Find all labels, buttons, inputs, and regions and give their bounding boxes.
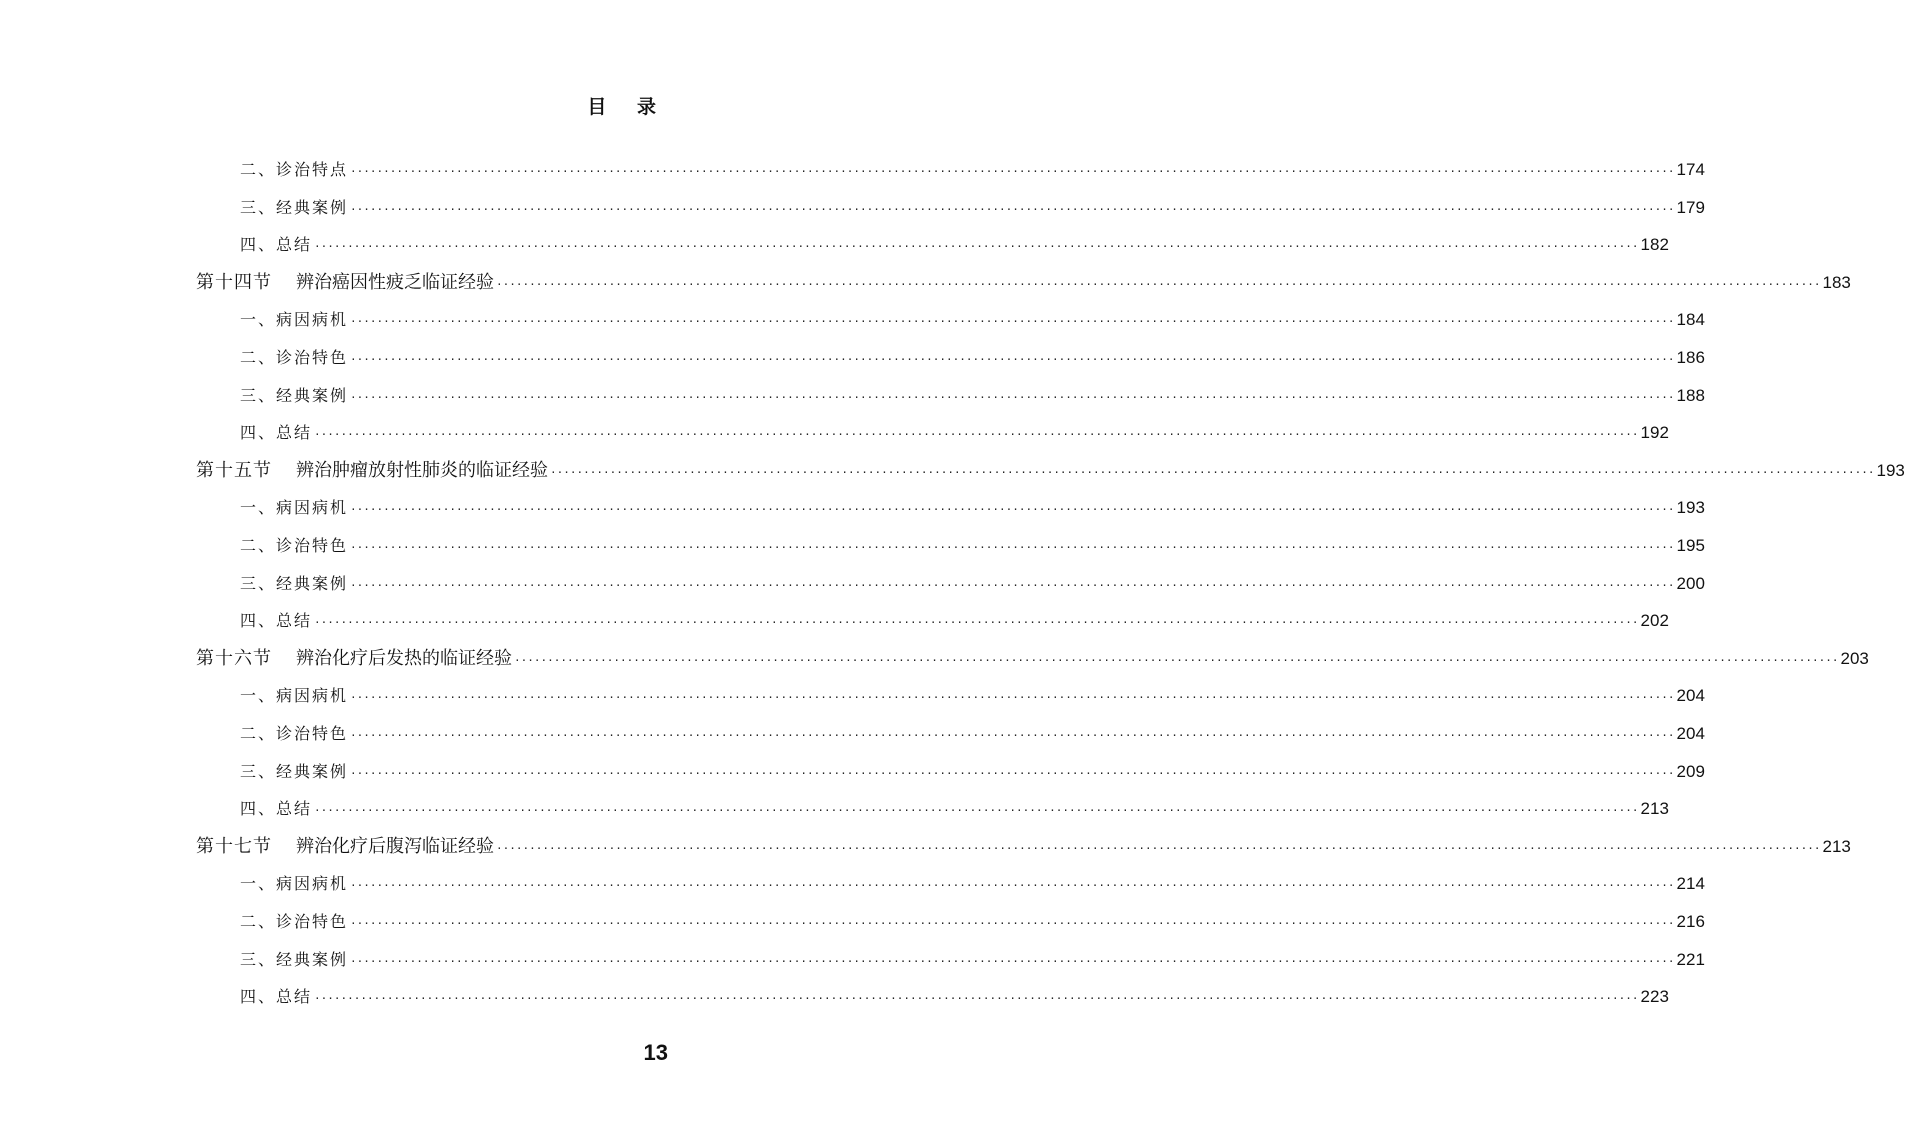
toc-item-row[interactable] xyxy=(240,983,1669,1011)
toc-section-title: 辨治肿瘤放射性肺炎的临证经验 xyxy=(296,460,548,481)
toc-page-number: 200 xyxy=(1676,574,1705,593)
dot-leader: ········································································································································································································ xyxy=(350,579,1675,592)
dot-leader: ········································································································································································································ xyxy=(314,428,1639,441)
toc-item-row[interactable] xyxy=(240,682,1705,710)
toc-page-number: 203 xyxy=(1840,649,1869,668)
toc-item-row[interactable] xyxy=(240,306,1705,334)
toc-item-label: 二、诊治特色 xyxy=(240,724,349,743)
toc-page-number: 193 xyxy=(1876,461,1905,480)
toc-item-row[interactable] xyxy=(240,344,1705,372)
dot-leader: ········································································································································································································ xyxy=(314,992,1639,1005)
toc-item-label: 四、总结 xyxy=(240,799,313,818)
toc-page-number: 216 xyxy=(1676,912,1705,931)
toc-page-number: 202 xyxy=(1640,611,1669,630)
toc-item-label: 四、总结 xyxy=(240,423,313,442)
toc-page-number: 193 xyxy=(1676,498,1705,517)
dot-leader: ········································································································································································································ xyxy=(350,503,1675,516)
toc-section-heading xyxy=(196,457,548,485)
toc-item-label: 三、经典案例 xyxy=(240,950,349,969)
page-header-title: 目 录 xyxy=(587,96,668,118)
toc-section-heading xyxy=(196,269,494,297)
dot-leader: ········································································································································································································ xyxy=(350,691,1675,704)
dot-leader: ········································································································································································································ xyxy=(550,466,1875,479)
toc-item-label: 二、诊治特色 xyxy=(240,912,349,931)
toc-item-row[interactable] xyxy=(240,758,1705,786)
dot-leader: ········································································································································································································ xyxy=(350,729,1675,742)
toc-section-row[interactable] xyxy=(196,833,1851,861)
toc-item-row[interactable] xyxy=(240,382,1705,410)
toc-item-label: 二、诊治特色 xyxy=(240,348,349,367)
toc-section-title: 辨治化疗后腹泻临证经验 xyxy=(296,836,494,857)
toc-item-row[interactable] xyxy=(240,419,1669,447)
toc-item-label: 四、总结 xyxy=(240,611,313,630)
toc-page-number: 182 xyxy=(1640,235,1669,254)
toc-page-number: 209 xyxy=(1676,762,1705,781)
dot-leader: ········································································································································································································ xyxy=(314,240,1639,253)
toc-section-row[interactable] xyxy=(196,645,1869,673)
toc-item-row[interactable] xyxy=(240,494,1705,522)
toc-page-number: 213 xyxy=(1822,837,1851,856)
toc-item-label: 四、总结 xyxy=(240,987,313,1006)
toc-item-label: 一、病因病机 xyxy=(240,310,349,329)
toc-page-number: 188 xyxy=(1676,386,1705,405)
dot-leader: ········································································································································································································ xyxy=(350,315,1675,328)
toc-item-label: 三、经典案例 xyxy=(240,386,349,405)
toc-section-row[interactable] xyxy=(196,269,1851,297)
toc-item-label: 三、经典案例 xyxy=(240,198,349,217)
toc-item-label: 一、病因病机 xyxy=(240,874,349,893)
dot-leader: ········································································································································································································ xyxy=(350,353,1675,366)
toc-page-number: 186 xyxy=(1676,348,1705,367)
dot-leader: ········································································································································································································ xyxy=(350,203,1675,216)
dot-leader: ········································································································································································································ xyxy=(350,917,1675,930)
toc-item-row[interactable] xyxy=(240,870,1705,898)
toc-item-row[interactable] xyxy=(240,795,1669,823)
toc-page-number: 213 xyxy=(1640,799,1669,818)
toc-page-number: 174 xyxy=(1676,160,1705,179)
toc-page-number: 214 xyxy=(1676,874,1705,893)
toc-item-label: 一、病因病机 xyxy=(240,498,349,517)
page-number: 13 xyxy=(643,1040,668,1065)
dot-leader: ········································································································································································································ xyxy=(350,879,1675,892)
toc-page-number: 195 xyxy=(1676,536,1705,555)
toc-item-label: 三、经典案例 xyxy=(240,762,349,781)
toc-page-number: 184 xyxy=(1676,310,1705,329)
dot-leader: ········································································································································································································ xyxy=(350,391,1675,404)
toc-item-label: 四、总结 xyxy=(240,235,313,254)
toc-item-row[interactable] xyxy=(240,231,1669,259)
toc-item-row[interactable] xyxy=(240,908,1705,936)
toc-section-heading xyxy=(196,833,494,861)
toc-item-row[interactable] xyxy=(240,194,1705,222)
toc-section-title: 辨治化疗后发热的临证经验 xyxy=(296,648,512,669)
dot-leader: ········································································································································································································ xyxy=(314,616,1639,629)
toc-section-row[interactable] xyxy=(196,457,1905,485)
toc-item-label: 一、病因病机 xyxy=(240,686,349,705)
toc-section-heading xyxy=(196,645,512,673)
toc-item-row[interactable] xyxy=(240,532,1705,560)
dot-leader: ········································································································································································································ xyxy=(350,955,1675,968)
toc-section-number: 第十四节 xyxy=(196,272,272,293)
dot-leader: ········································································································································································································ xyxy=(350,165,1675,178)
toc-item-row[interactable] xyxy=(240,156,1705,184)
dot-leader: ········································································································································································································ xyxy=(496,278,1821,291)
toc-page-number: 192 xyxy=(1640,423,1669,442)
dot-leader: ········································································································································································································ xyxy=(514,654,1839,667)
dot-leader: ········································································································································································································ xyxy=(314,804,1639,817)
toc-section-number: 第十七节 xyxy=(196,836,272,857)
toc-section-number: 第十五节 xyxy=(196,460,272,481)
toc-page-number: 204 xyxy=(1676,724,1705,743)
dot-leader: ········································································································································································································ xyxy=(350,541,1675,554)
toc-item-row[interactable] xyxy=(240,570,1705,598)
toc-item-label: 三、经典案例 xyxy=(240,574,349,593)
toc-item-label: 二、诊治特色 xyxy=(240,536,349,555)
toc-section-number: 第十六节 xyxy=(196,648,272,669)
dot-leader: ········································································································································································································ xyxy=(496,842,1821,855)
toc-page-number: 223 xyxy=(1640,987,1669,1006)
toc-item-row[interactable] xyxy=(240,946,1705,974)
toc-item-label: 二、诊治特点 xyxy=(240,160,349,179)
toc-item-row[interactable] xyxy=(240,720,1705,748)
toc-item-row[interactable] xyxy=(240,607,1669,635)
toc-page-number: 204 xyxy=(1676,686,1705,705)
toc-section-title: 辨治癌因性疲乏临证经验 xyxy=(296,272,494,293)
toc-page-number: 183 xyxy=(1822,273,1851,292)
dot-leader: ········································································································································································································ xyxy=(350,767,1675,780)
toc-page-number: 179 xyxy=(1676,198,1705,217)
toc-page-number: 221 xyxy=(1676,950,1705,969)
